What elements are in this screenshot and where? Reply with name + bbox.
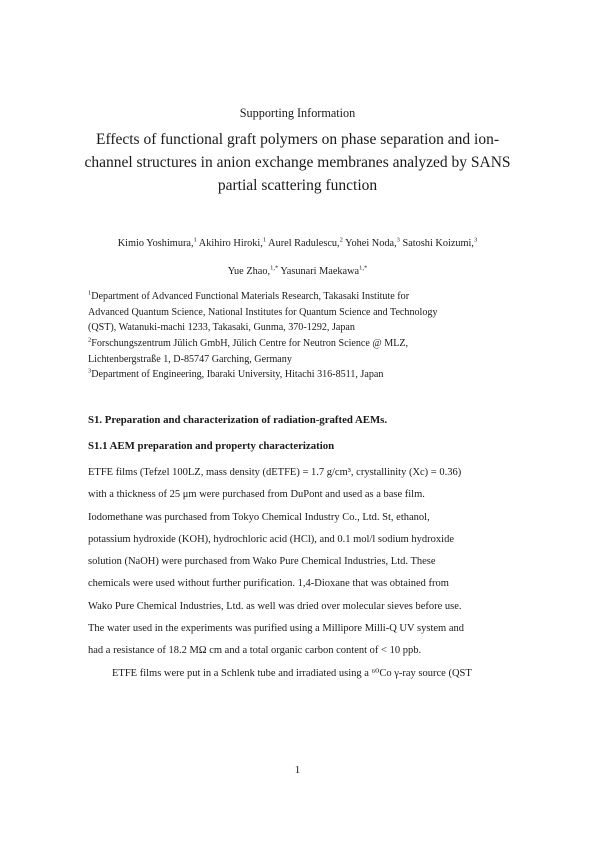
paragraph-line: chemicals were used without further purification. 1,4-Dioxane that was obtained from xyxy=(88,578,449,590)
paragraph-2 xyxy=(88,663,514,685)
affiliation-line: Department of Engineering, Ibaraki University, Hitachi 316-8511, Japan xyxy=(91,369,384,380)
author-affil-sup: 1,* xyxy=(270,264,279,272)
paragraph-line: Wako Pure Chemical Industries, Ltd. as well was dried over molecular sieves before use. xyxy=(88,600,462,612)
author-name: Satoshi Koizumi, xyxy=(399,238,474,249)
paragraph-line: solution (NaOH) were purchased from Wako Pure Chemical Industries, Ltd. These xyxy=(88,556,436,568)
paragraph-1 xyxy=(88,462,514,663)
affiliation-line: Advanced Quantum Science, National Institutes for Quantum Science and Technology xyxy=(88,306,438,318)
affiliation-line: Forschungszentrum Jülich GmbH, Jülich Centre for Neutron Science @ MLZ, xyxy=(91,338,409,349)
author-name: Akihiro Hiroki, xyxy=(196,238,263,249)
title-line: Effects of functional graft polymers on phase separation and ion- xyxy=(95,131,499,148)
paragraph-line: ETFE films were put in a Schlenk tube and irradiated using a ⁶⁰Co γ-ray source (QST xyxy=(112,668,472,679)
section-heading-s1-1: S1.1 AEM preparation and property characterization xyxy=(88,440,335,452)
paragraph-line: potassium hydroxide (KOH), hydrochloric acid (HCl), and 0.1 mol/l sodium hydroxide xyxy=(88,533,454,545)
affiliation-line: (QST), Watanuki-machi 1233, Takasaki, Gunma, 370-1292, Japan xyxy=(88,322,355,333)
author-name: Aurel Radulescu, xyxy=(266,238,340,249)
author-affil-sup: 3 xyxy=(474,236,478,244)
author-affil-sup: 3 xyxy=(396,236,400,244)
author-list-line-1 xyxy=(0,238,595,249)
author-name: Yasunari Maekawa xyxy=(278,266,360,277)
affiliation-2 xyxy=(88,336,518,367)
supporting-information-label: Supporting Information xyxy=(239,106,356,120)
affiliation-sup: 2 xyxy=(88,336,92,344)
title-line: partial scattering function xyxy=(217,177,378,194)
paragraph-line: ETFE films (Tefzel 100LZ, mass density (dETFE) = 1.7 g/cm³, crystallinity (Xc) = 0.36) xyxy=(88,467,462,478)
author-list-line-2 xyxy=(0,266,595,277)
author-affil-sup: 1 xyxy=(262,236,267,244)
page-number: 1 xyxy=(294,764,301,776)
affiliation-3 xyxy=(88,367,518,383)
author-name: Yohei Noda, xyxy=(342,238,397,249)
title-line: channel structures in anion exchange membranes analyzed by SANS xyxy=(84,154,511,171)
paragraph-line: with a thickness of 25 μm were purchased from DuPont and used as a base film. xyxy=(88,489,425,501)
author-affil-sup: 1 xyxy=(193,236,197,244)
author-affil-sup: 2 xyxy=(339,236,343,244)
paragraph-line: The water used in the experiments was purified using a Millipore Milli-Q UV system and xyxy=(88,623,464,635)
affiliation-line: Lichtenbergstraße 1, D-85747 Garching, Germany xyxy=(88,353,292,365)
author-affil-sup: 1,* xyxy=(359,264,368,272)
affiliation-sup: 3 xyxy=(88,367,92,375)
section-heading-s1: S1. Preparation and characterization of radiation-grafted AEMs. xyxy=(88,414,388,426)
affiliation-line: Department of Advanced Functional Materials Research, Takasaki Institute for xyxy=(91,291,410,302)
paragraph-line: had a resistance of 18.2 MΩ cm and a total organic carbon content of < 10 ppb. xyxy=(88,645,422,657)
author-name: Kimio Yoshimura, xyxy=(117,238,194,249)
author-name: Yue Zhao, xyxy=(227,266,271,277)
paper-title xyxy=(0,128,595,197)
affiliation-sup: 1 xyxy=(88,289,92,297)
affiliation-1 xyxy=(88,289,518,336)
paragraph-line: Iodomethane was purchased from Tokyo Chemical Industry Co., Ltd. St, ethanol, xyxy=(88,511,430,523)
